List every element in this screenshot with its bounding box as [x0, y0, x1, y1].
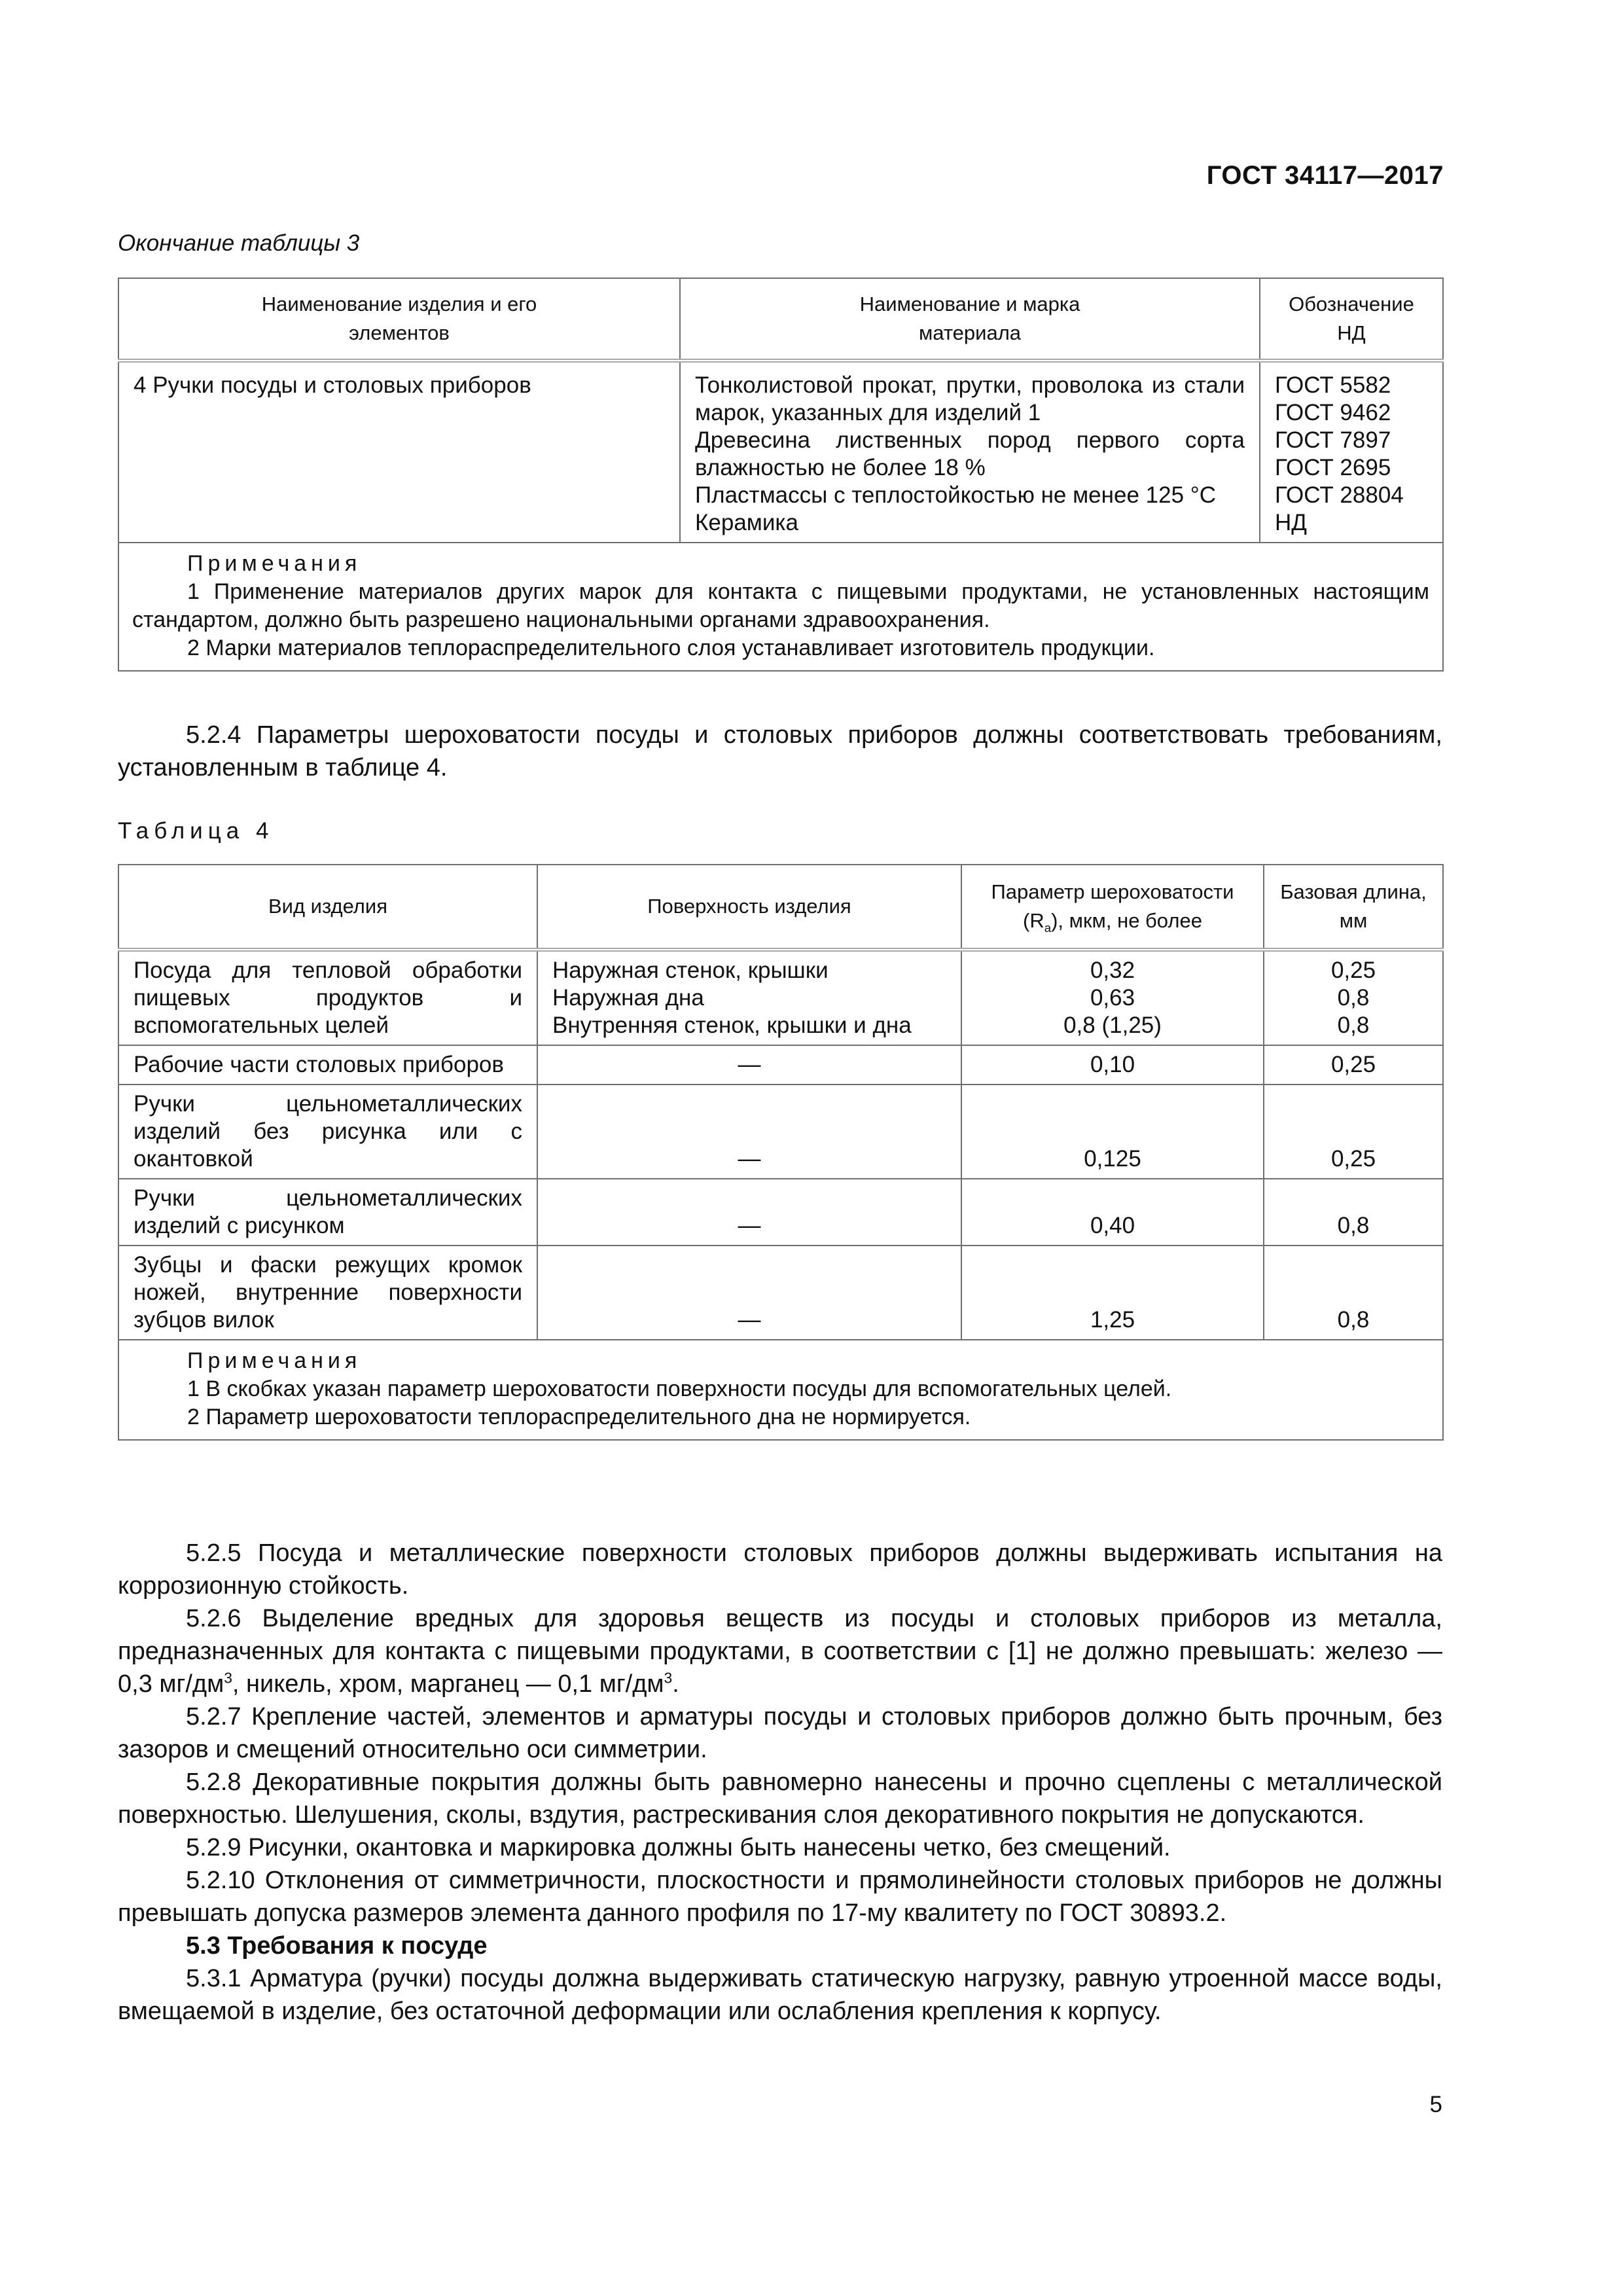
table3-notes-cell — [118, 543, 1443, 671]
table4-r1-product: Посуда для тепловой обработки пищевых продуктов и вспомогательных целей — [118, 950, 537, 1045]
table4-r1-param-2: 0,63 — [1090, 985, 1135, 1011]
section-5-2-5-onward — [118, 1537, 1442, 2028]
table4-r2-param: 0,10 — [961, 1045, 1264, 1085]
p526-part-c: . — [672, 1670, 679, 1698]
table4-caption: Таблица 4 — [118, 818, 274, 844]
table3-doc-1: ГОСТ 5582 — [1275, 372, 1391, 398]
table4-r5-base: 0,8 — [1264, 1246, 1443, 1340]
table4-r2-product: Рабочие части столовых приборов — [118, 1045, 537, 1085]
table3-doc-5: ГОСТ 28804 — [1275, 482, 1404, 508]
table4-r1-surface-1: Наружная стенок, крышки — [552, 958, 829, 983]
table4-col-param — [961, 865, 1264, 950]
table3-header-row — [118, 278, 1443, 361]
table4-r2-surface: — — [537, 1045, 961, 1085]
paragraph-5-2-10: 5.2.10 Отклонения от симметричности, плоскостности и прямолинейности столовых приборов не должны превышать допуска размеров элемента данного профиля по 17-му квалитету по ГОСТ 30893.2. — [118, 1867, 1442, 1927]
table4-r2-base: 0,25 — [1264, 1045, 1443, 1085]
table4-r4-base: 0,8 — [1264, 1179, 1443, 1246]
table3-product-cell — [118, 361, 680, 543]
p526-part-b: , никель, хром, марганец — 0,1 мг/дм — [232, 1670, 664, 1698]
table3-product: 4 Ручки посуды и столовых приборов — [134, 372, 531, 398]
table4-r1-param-3: 0,8 (1,25) — [1063, 1013, 1162, 1038]
table4-r1-params — [961, 950, 1264, 1045]
p526-sup-1: 3 — [224, 1669, 232, 1687]
page-number: 5 — [1429, 2092, 1442, 2117]
table3-col-document: Обозначение НД — [1260, 278, 1443, 361]
table3-material-1: Тонколистовой прокат, прутки, проволока из стали марок, указанных для изделий 1 — [695, 372, 1245, 425]
table4-col-param-suffix: ), мкм, не более — [1051, 909, 1202, 932]
table3-col-product: Наименование изделия и его элементов — [118, 278, 680, 361]
table4-row-1 — [118, 950, 1443, 1045]
table4-r4-param: 0,40 — [961, 1179, 1264, 1246]
table4-r1-surface-3: Внутренняя стенок, крышки и дна — [552, 1013, 912, 1038]
table4-notes-cell — [118, 1340, 1443, 1440]
table4-row-4 — [118, 1179, 1443, 1246]
table3-material-4: Керамика — [695, 510, 798, 535]
table4-r3-product: Ручки цельнометаллических изделий без рисунка или с окантовкой — [118, 1085, 537, 1179]
table-4 — [118, 864, 1444, 1441]
table3-materials-cell — [680, 361, 1260, 543]
table3-note-2: 2 Марки материалов теплораспределительного слоя устанавливает изготовитель продукции. — [187, 636, 1155, 660]
table4-r3-param: 0,125 — [961, 1085, 1264, 1179]
table4-col-surface: Поверхность изделия — [537, 865, 961, 950]
p526-sup-2: 3 — [664, 1669, 673, 1687]
table4-r5-param: 1,25 — [961, 1246, 1264, 1340]
table4-r1-bases — [1264, 950, 1443, 1045]
table3-note-1: 1 Применение материалов других марок для контакта с пищевыми продуктами, не установленных настоящим стандартом, должно быть разрешено национальными органами здравоохранения. — [132, 579, 1429, 632]
table4-r1-param-1: 0,32 — [1090, 958, 1135, 983]
table3-notes-title: Примечания — [187, 551, 362, 576]
paragraph-5-2-8: 5.2.8 Декоративные покрытия должны быть равномерно нанесены и прочно сцеплены с металлической поверхностью. Шелушения, сколы, вздутия, растрескивания слоя декоративного покрытия не допускаются. — [118, 1768, 1442, 1829]
paragraph-5-2-5: 5.2.5 Посуда и металлические поверхности столовых приборов должны выдерживать испытания на коррозионную стойкость. — [118, 1539, 1442, 1600]
table4-r1-base-3: 0,8 — [1337, 1013, 1370, 1038]
table3-col-material: Наименование и марка материала — [680, 278, 1260, 361]
table4-row-2 — [118, 1045, 1443, 1085]
table4-r1-surfaces — [537, 950, 961, 1045]
table3-row — [118, 361, 1443, 543]
table4-row-5 — [118, 1246, 1443, 1340]
table4-col-param-prefix: Параметр шероховатости (R — [991, 880, 1234, 932]
table4-row-3 — [118, 1085, 1443, 1179]
table4-r5-product: Зубцы и фаски режущих кромок ножей, внутренние поверхности зубцов вилок — [118, 1246, 537, 1340]
table3-doc-2: ГОСТ 9462 — [1275, 400, 1391, 425]
table4-notes-title: Примечания — [187, 1348, 362, 1373]
table4-r1-base-2: 0,8 — [1337, 985, 1370, 1011]
paragraph-5-2-6 — [118, 1602, 1442, 1700]
table3-notes-row — [118, 543, 1443, 671]
table4-r4-product: Ручки цельнометаллических изделий с рисунком — [118, 1179, 537, 1246]
paragraph-5-2-9: 5.2.9 Рисунки, окантовка и маркировка должны быть нанесены четко, без смещений. — [186, 1834, 1171, 1861]
table4-notes-row — [118, 1340, 1443, 1440]
section-5-2-4 — [118, 719, 1442, 784]
table4-r1-base-1: 0,25 — [1330, 958, 1376, 983]
paragraph-5-2-7: 5.2.7 Крепление частей, элементов и арматуры посуды и столовых приборов должно быть прочным, без зазоров и смещений относительно оси симметрии. — [118, 1703, 1442, 1763]
table4-r3-base: 0,25 — [1264, 1085, 1443, 1179]
table4-col-param-sub: a — [1044, 921, 1052, 935]
table4-note-2: 2 Параметр шероховатости теплораспределительного дна не нормируется. — [187, 1405, 971, 1429]
table4-r5-surface: — — [537, 1246, 961, 1340]
table4-col-product: Вид изделия — [118, 865, 537, 950]
p526-part-a: 5.2.6 Выделение вредных для здоровья веществ из посуды и столовых приборов из металла, предназначенных для контакта с пищевыми продуктами, в соответствии с [1] не должно превышать: железо — 0,3 мг/дм — [118, 1605, 1442, 1698]
table3-doc-3: ГОСТ 7897 — [1275, 427, 1391, 453]
paragraph-5-2-4: 5.2.4 Параметры шероховатости посуды и столовых приборов должны соответствовать требованиям, установленным в таблице 4. — [118, 721, 1442, 781]
table4-r1-surface-2: Наружная дна — [552, 985, 704, 1011]
table-3 — [118, 278, 1444, 672]
table4-r3-surface: — — [537, 1085, 961, 1179]
standard-code: ГОСТ 34117—2017 — [1206, 161, 1444, 190]
table4-r4-surface: — — [537, 1179, 961, 1246]
table3-doc-4: ГОСТ 2695 — [1275, 455, 1391, 480]
paragraph-5-3-1: 5.3.1 Арматура (ручки) посуды должна выдерживать статическую нагрузку, равную утроенной массе воды, вмещаемой в изделие, без остаточной деформации или ослабления крепления к корпусу. — [118, 1965, 1442, 2025]
table4-header-row — [118, 865, 1443, 950]
table4-col-base: Базовая длина, мм — [1264, 865, 1443, 950]
table3-caption: Окончание таблицы 3 — [118, 230, 360, 256]
table3-doc-6: НД — [1275, 510, 1307, 535]
table3-documents-cell — [1260, 361, 1443, 543]
table4-note-1: 1 В скобках указан параметр шероховатости поверхности посуды для вспомогательных целей. — [187, 1376, 1172, 1401]
table3-material-2: Древесина лиственных пород первого сорта влажностью не более 18 % — [695, 427, 1245, 480]
table3-material-3: Пластмассы с теплостойкостью не менее 125 °С — [695, 482, 1217, 508]
heading-5-3: 5.3 Требования к посуде — [186, 1932, 488, 1960]
